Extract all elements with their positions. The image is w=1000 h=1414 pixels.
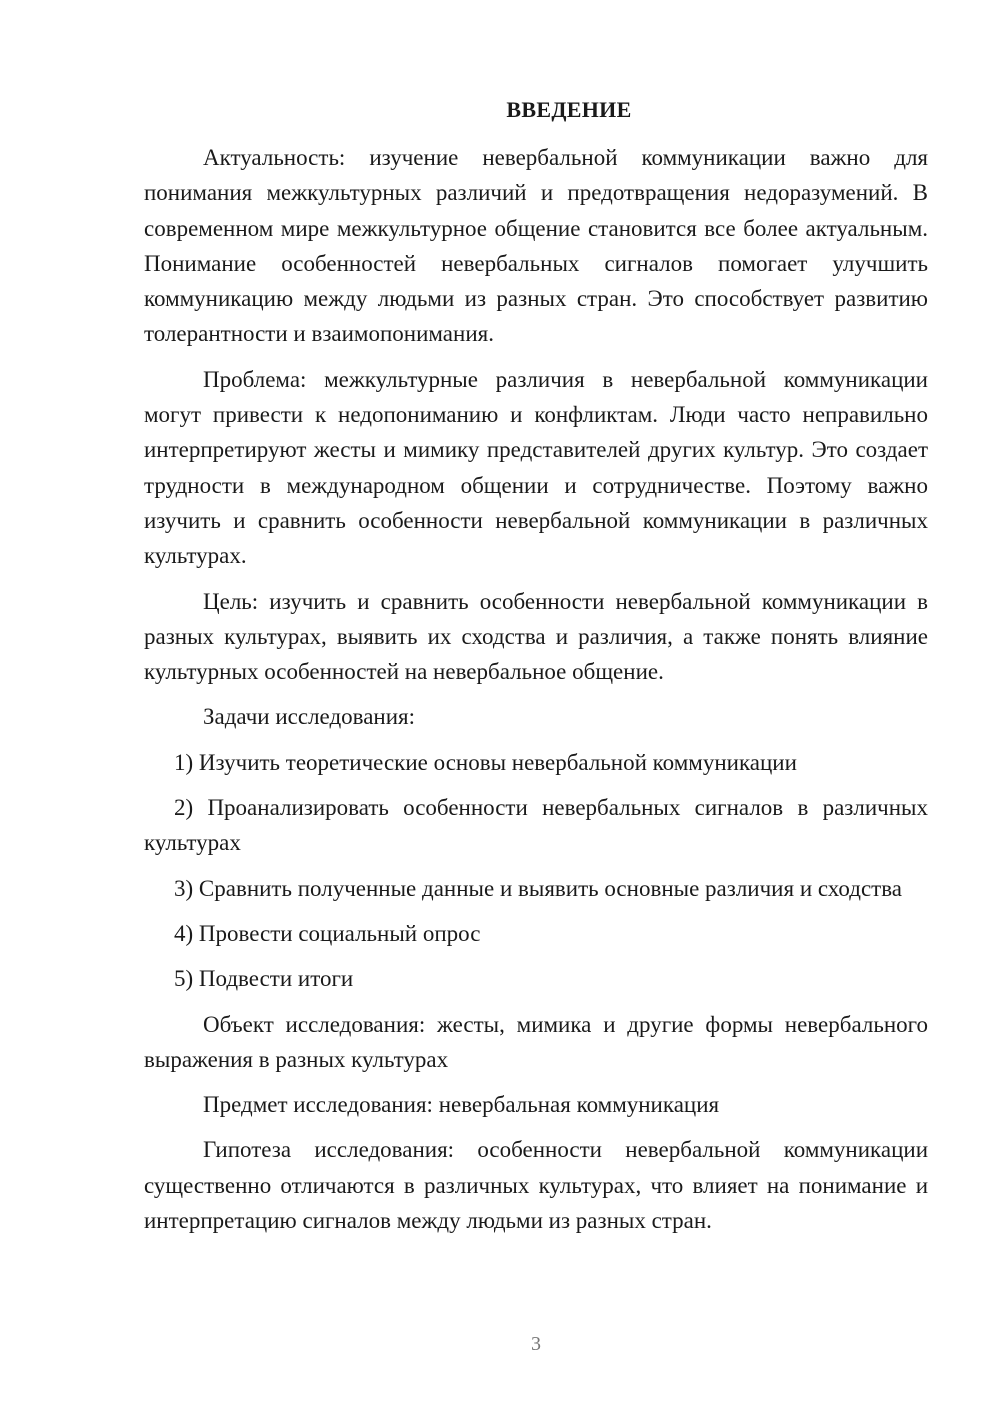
paragraph-subject: Предмет исследования: невербальная коммуникация xyxy=(203,1092,720,1118)
task-item: 5) Подвести итоги xyxy=(174,966,354,992)
task-item: 3) Сравнить полученные данные и выявить основные различия и сходства xyxy=(174,875,902,901)
paragraph-hypothesis: Гипотеза исследования: особенности невербальной коммуникации существенно отличаются в различных культурах, что влияет на понимание и интерпретацию сигналов между людьми из разных стран. xyxy=(144,1137,928,1234)
paragraph-problem: Проблема: межкультурные различия в невербальной коммуникации могут привести к недопониманию и конфликтам. Люди часто неправильно интерпретируют жесты и мимику представителей других культур. Это создает трудности в международном общении и сотрудничестве. Поэтому важно изучить и сравнить особенности невербальной коммуникации в различных культурах. xyxy=(144,366,928,569)
paragraph-tasks-heading: Задачи исследования: xyxy=(203,704,416,730)
paragraph-relevance: Актуальность: изучение невербальной коммуникации важно для понимания межкультурных различий и предотвращения недоразумений. В современном мире межкультурное общение становится все более актуальным. Понимание особенностей невербальных сигналов помогает улучшить коммуникацию между людьми из разных стран. Это способствует развитию толерантности и взаимопонимания. xyxy=(144,145,928,347)
document-body xyxy=(144,93,928,1248)
task-item: 4) Провести социальный опрос xyxy=(174,920,481,946)
paragraph-goal: Цель: изучить и сравнить особенности невербальной коммуникации в разных культурах, выявить их сходства и различия, а также понять влияние культурных особенностей на невербальное общение. xyxy=(144,588,928,685)
task-item: 2) Проанализировать особенности невербальных сигналов в различных культурах xyxy=(144,795,928,856)
task-item: 1) Изучить теоретические основы невербальной коммуникации xyxy=(174,749,797,775)
page-number: 3 xyxy=(531,1333,541,1355)
page-title: ВВЕДЕНИЕ xyxy=(506,97,632,122)
paragraph-object: Объект исследования: жесты, мимика и другие формы невербального выражения в разных культурах xyxy=(144,1011,928,1072)
